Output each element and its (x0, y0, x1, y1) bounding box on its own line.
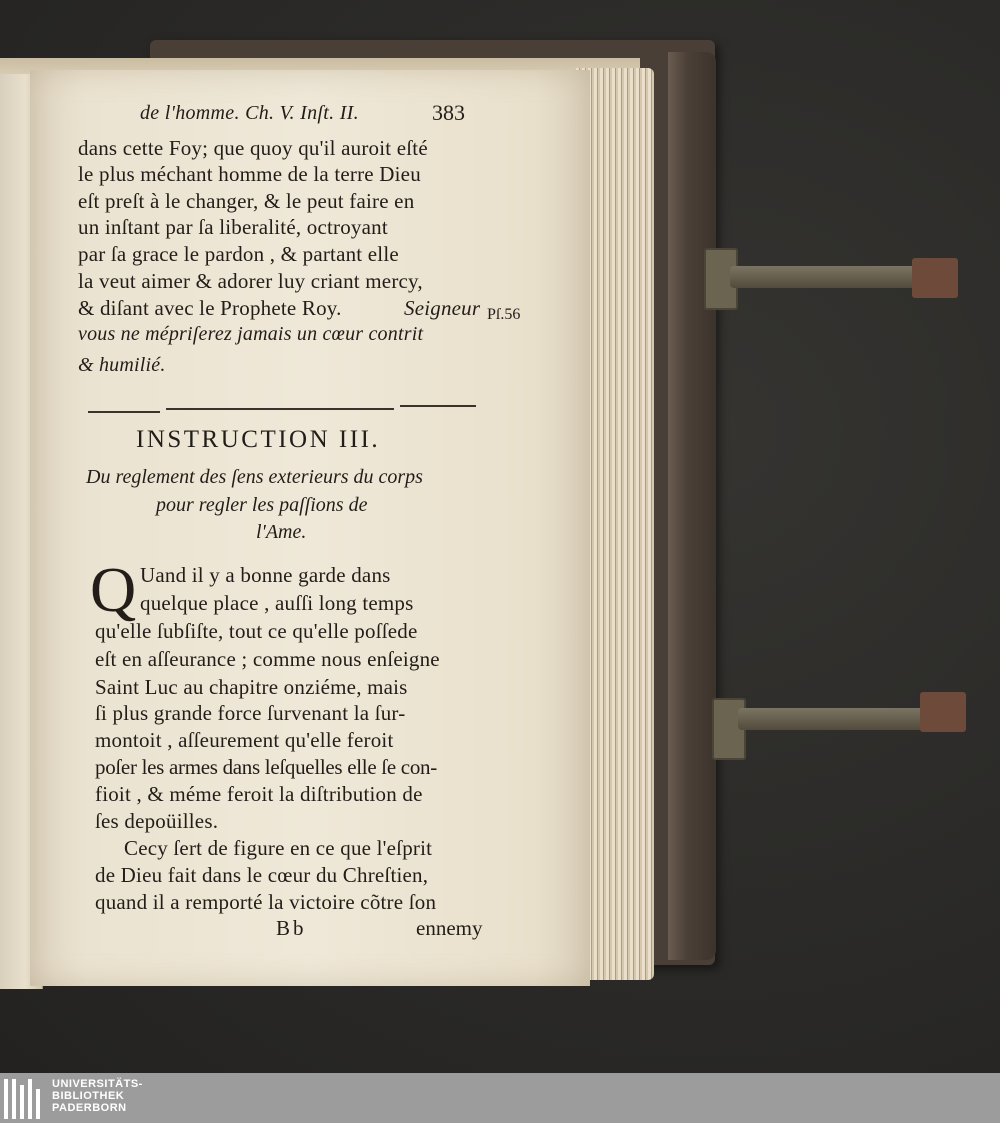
text-line: dans cette Foy; que quoy qu'il auroit eſté (78, 136, 428, 160)
page-number: 383 (432, 100, 465, 125)
text-line: ſes depoüilles. (95, 809, 219, 833)
subtitle-line: Du reglement des ſens exterieurs du corps (86, 466, 423, 488)
quote-line: vous ne mépriſerez jamais un cœur contrit (78, 323, 424, 345)
text-line: la veut aimer & adorer luy criant mercy, (78, 269, 423, 293)
logo-line: BIBLIOTHEK (52, 1090, 125, 1102)
logo-line: PADERBORN (52, 1102, 127, 1114)
text-line: Cecy ſert de figure en ce que l'eſprit (124, 836, 433, 860)
quote-start: Seigneur (404, 296, 481, 320)
upper-clasp (700, 244, 965, 324)
quote-line: & humilié. (78, 354, 166, 376)
text-line: de Dieu fait dans le cœur du Chreſtien, (95, 863, 429, 887)
text-line: quand il a remporté la victoire cõtre ſon (95, 890, 437, 914)
subtitle-line: pour regler les paſſions de (156, 494, 368, 516)
text-line: un inſtant par ſa liberalité, octroyant (78, 215, 388, 239)
text-line: ſi plus grande force ſurvenant la ſur- (95, 701, 406, 725)
library-logo-text (52, 1078, 143, 1114)
subtitle-line: l'Ame. (256, 521, 307, 543)
running-head: de l'homme. Ch. V. Inſt. II. (140, 102, 359, 124)
text-line: eſt en aſſeurance ; comme nous enſeigne (95, 647, 440, 671)
ornamental-rule (400, 405, 476, 407)
library-footer-bar (0, 1073, 1000, 1123)
text-line: le plus méchant homme de la terre Dieu (78, 162, 421, 186)
text-line: poſer les armes dans leſquelles elle ſe con- (95, 755, 437, 779)
instruction-title: INSTRUCTION III. (136, 426, 381, 453)
text-line: eſt preſt à le changer, & le peut faire en (78, 189, 415, 213)
ornamental-rule (166, 408, 394, 410)
margin-note: Pſ.56 (487, 306, 521, 323)
text-line: Saint Luc au chapitre onziéme, mais (95, 675, 408, 699)
text-line: par ſa grace le pardon , & partant elle (78, 242, 399, 266)
text-line: montoit , aſſeurement qu'elle feroit (95, 728, 394, 752)
library-logo-icon (4, 1079, 46, 1119)
logo-line: UNIVERSITÄTS- (52, 1078, 143, 1090)
signature-mark: Bb (276, 916, 307, 940)
drop-cap: Q (90, 554, 137, 625)
ornamental-rule (88, 411, 160, 413)
catchword: ennemy (416, 916, 483, 940)
text-line: qu'elle ſubſiſte, tout ce qu'elle poſſede (95, 619, 418, 643)
lower-clasp (708, 684, 973, 764)
text-line: Uand il y a bonne garde dans (140, 563, 391, 587)
text-line: fioit , & méme feroit la diſtribution de (95, 782, 423, 806)
book-spine-edge (668, 52, 716, 960)
text-line: quelque place , auſſi long temps (140, 591, 414, 615)
text-line: & diſant avec le Prophete Roy. (78, 296, 342, 320)
